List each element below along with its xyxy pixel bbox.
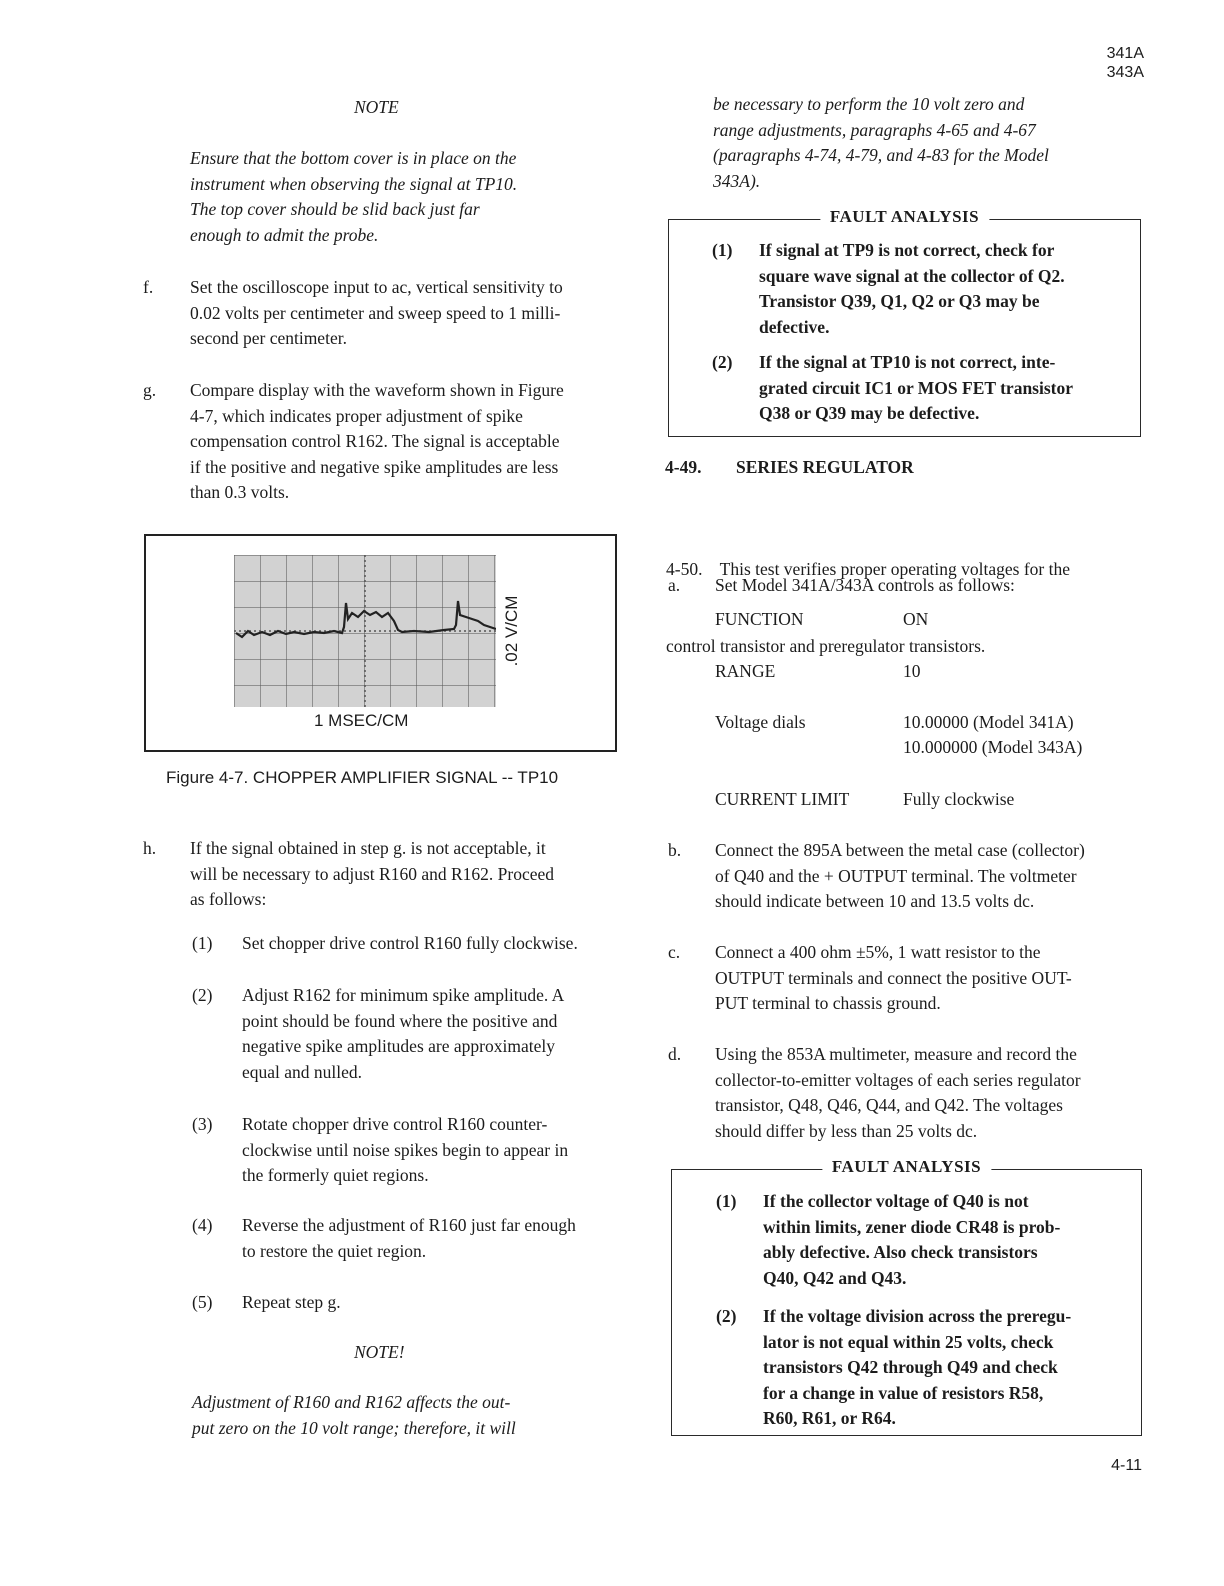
note-continuation	[713, 92, 1049, 194]
fault-line: defective.	[759, 316, 830, 337]
step-line: Set the oscilloscope input to ac, vertical sensitivity to	[190, 277, 563, 297]
setting-value: 10.00000 (Model 341A)	[903, 712, 1074, 732]
substep-line: Reverse the adjustment of R160 just far enough	[242, 1215, 576, 1235]
step-line: as follows:	[190, 889, 267, 909]
fault-line: If signal at TP9 is not correct, check for	[759, 240, 1055, 260]
fault-line: If the collector voltage of Q40 is not	[763, 1191, 1029, 1211]
note-line: instrument when observing the signal at TP10.	[190, 173, 518, 194]
substep-number: (1)	[192, 933, 213, 953]
fault-line: If the signal at TP10 is not correct, inte-	[759, 352, 1056, 372]
step-c-letter: c.	[668, 942, 681, 962]
paragraph-line: 4-50. This test verifies proper operating voltages for the	[666, 559, 1071, 579]
fault-line: square wave signal at the collector of Q2.	[759, 265, 1065, 286]
fault-item-number: (2)	[712, 352, 733, 372]
step-d-letter: d.	[668, 1044, 682, 1064]
section-title: SERIES REGULATOR	[736, 457, 914, 477]
step-line: than 0.3 volts.	[190, 482, 290, 502]
setting-value-alt: 10.000000 (Model 343A)	[903, 737, 1083, 757]
note-line: Adjustment of R160 and R162 affects the out-	[192, 1392, 511, 1412]
step-line: if the positive and negative spike amplitudes are less	[190, 456, 559, 477]
setting-label: Voltage dials	[715, 712, 806, 732]
step-a-text: Set Model 341A/343A controls as follows:	[715, 575, 1015, 595]
fault-line: Q40, Q42 and Q43.	[763, 1267, 907, 1288]
fault-line: Transistor Q39, Q1, Q2 or Q3 may be	[759, 291, 1040, 311]
note-line: The top cover should be slid back just far	[190, 199, 480, 219]
model-header	[1107, 44, 1144, 82]
setting-label: CURRENT LIMIT	[715, 789, 850, 809]
step-b-letter: b.	[668, 840, 682, 860]
note-line: Ensure that the bottom cover is in place on the	[190, 148, 517, 168]
substep-line: equal and nulled.	[242, 1061, 363, 1082]
step-line: OUTPUT terminals and connect the positive OUT-	[715, 967, 1072, 988]
fault-line: R60, R61, or R64.	[763, 1408, 896, 1428]
substep-line: the formerly quiet regions.	[242, 1165, 429, 1185]
step-d-text	[715, 1042, 1081, 1144]
step-c-text	[715, 940, 1072, 1017]
substep-line: Repeat step g.	[242, 1292, 341, 1312]
note2-title: NOTE!	[354, 1342, 405, 1362]
note2-body	[192, 1390, 516, 1441]
step-line: will be necessary to adjust R160 and R162. Proceed	[190, 863, 555, 884]
step-a-letter: a.	[668, 575, 681, 595]
step-b-text	[715, 838, 1085, 915]
note-line: put zero on the 10 volt range; therefore, it will	[192, 1417, 516, 1438]
setting-label: RANGE	[715, 661, 776, 681]
fault-item-number: (1)	[716, 1191, 737, 1211]
fault-line: for a change in value of resistors R58,	[763, 1382, 1044, 1403]
step-line: 4-7, which indicates proper adjustment of spike	[190, 405, 523, 426]
note-line: 343A).	[713, 170, 761, 191]
step-line: Connect the 895A between the metal case (collector)	[715, 840, 1085, 860]
x-axis-label: 1 MSEC/CM	[314, 711, 409, 730]
page-number: 4-11	[1111, 1457, 1142, 1474]
step-line: should indicate between 10 and 13.5 volts dc.	[715, 891, 1035, 911]
step-f-text	[190, 275, 563, 352]
setting-value: 10	[903, 661, 921, 681]
note-body	[190, 146, 517, 248]
substep-line: point should be found where the positive and	[242, 1010, 558, 1031]
setting-label: FUNCTION	[715, 609, 804, 629]
step-line: second per centimeter.	[190, 328, 347, 348]
figure-caption: Figure 4-7. CHOPPER AMPLIFIER SIGNAL -- TP10	[166, 768, 559, 787]
fault-line: within limits, zener diode CR48 is prob-	[763, 1216, 1061, 1237]
step-line: collector-to-emitter voltages of each series regulator	[715, 1069, 1081, 1090]
substep-line: clockwise until noise spikes begin to appear in	[242, 1139, 569, 1160]
step-line: PUT terminal to chassis ground.	[715, 993, 941, 1013]
step-g-text	[190, 378, 564, 506]
model-number-341a: 341A	[1106, 45, 1144, 62]
oscilloscope-display	[234, 555, 496, 707]
fault-line: transistors Q42 through Q49 and check	[763, 1357, 1058, 1377]
step-line: compensation control R162. The signal is acceptable	[190, 431, 560, 451]
step-line: Using the 853A multimeter, measure and record the	[715, 1044, 1077, 1064]
setting-value: Fully clockwise	[903, 789, 1015, 809]
step-line: If the signal obtained in step g. is not acceptable, it	[190, 838, 546, 858]
waveform-trace	[234, 555, 496, 707]
fault-analysis-title: FAULT ANALYSIS	[820, 207, 989, 227]
substep-number: (5)	[192, 1292, 213, 1312]
fault-item-number: (1)	[712, 240, 733, 260]
note-line: enough to admit the probe.	[190, 224, 379, 245]
step-line: transistor, Q48, Q46, Q44, and Q42. The voltages	[715, 1095, 1063, 1115]
step-f-letter: f.	[143, 277, 154, 297]
fault-line: If the voltage division across the preregu-	[763, 1306, 1072, 1326]
y-axis-label-container	[502, 576, 522, 686]
y-axis-label: .02 V/CM	[502, 595, 521, 667]
fault-line: grated circuit IC1 or MOS FET transistor	[759, 377, 1074, 398]
substep-line: Adjust R162 for minimum spike amplitude. A	[242, 985, 565, 1005]
substep-number: (4)	[192, 1215, 213, 1235]
step-line: should differ by less than 25 volts dc.	[715, 1120, 978, 1141]
step-h-text	[190, 836, 554, 913]
substep-line: Rotate chopper drive control R160 counter-	[242, 1114, 548, 1134]
fault-analysis-title: FAULT ANALYSIS	[822, 1157, 991, 1177]
fault-item-number: (2)	[716, 1306, 737, 1326]
note-line: range adjustments, paragraphs 4-65 and 4-67	[713, 119, 1036, 140]
model-number-343a: 343A	[1106, 64, 1144, 81]
substep-number: (2)	[192, 985, 213, 1005]
fault-line: Q38 or Q39 may be defective.	[759, 403, 980, 423]
fault-line: ably defective. Also check transistors	[763, 1242, 1038, 1262]
paragraph-line: control transistor and preregulator transistors.	[666, 635, 986, 656]
step-line: Compare display with the waveform shown in Figure	[190, 380, 564, 400]
substep-line: Set chopper drive control R160 fully clockwise.	[242, 933, 578, 953]
step-line: Connect a 400 ohm ±5%, 1 watt resistor to the	[715, 942, 1041, 962]
substep-line: negative spike amplitudes are approximately	[242, 1036, 555, 1056]
section-number: 4-49.	[665, 457, 702, 477]
substep-line: to restore the quiet region.	[242, 1240, 427, 1261]
step-line: of Q40 and the + OUTPUT terminal. The voltmeter	[715, 865, 1077, 886]
step-h-letter: h.	[143, 838, 157, 858]
note-line: (paragraphs 4-74, 4-79, and 4-83 for the Model	[713, 145, 1049, 165]
step-line: 0.02 volts per centimeter and sweep speed to 1 milli-	[190, 302, 561, 323]
note-line: be necessary to perform the 10 volt zero and	[713, 94, 1025, 114]
setting-value: ON	[903, 609, 929, 629]
note-title: NOTE	[354, 97, 399, 117]
substep-number: (3)	[192, 1114, 213, 1134]
step-g-letter: g.	[143, 380, 157, 400]
fault-line: lator is not equal within 25 volts, check	[763, 1331, 1054, 1352]
